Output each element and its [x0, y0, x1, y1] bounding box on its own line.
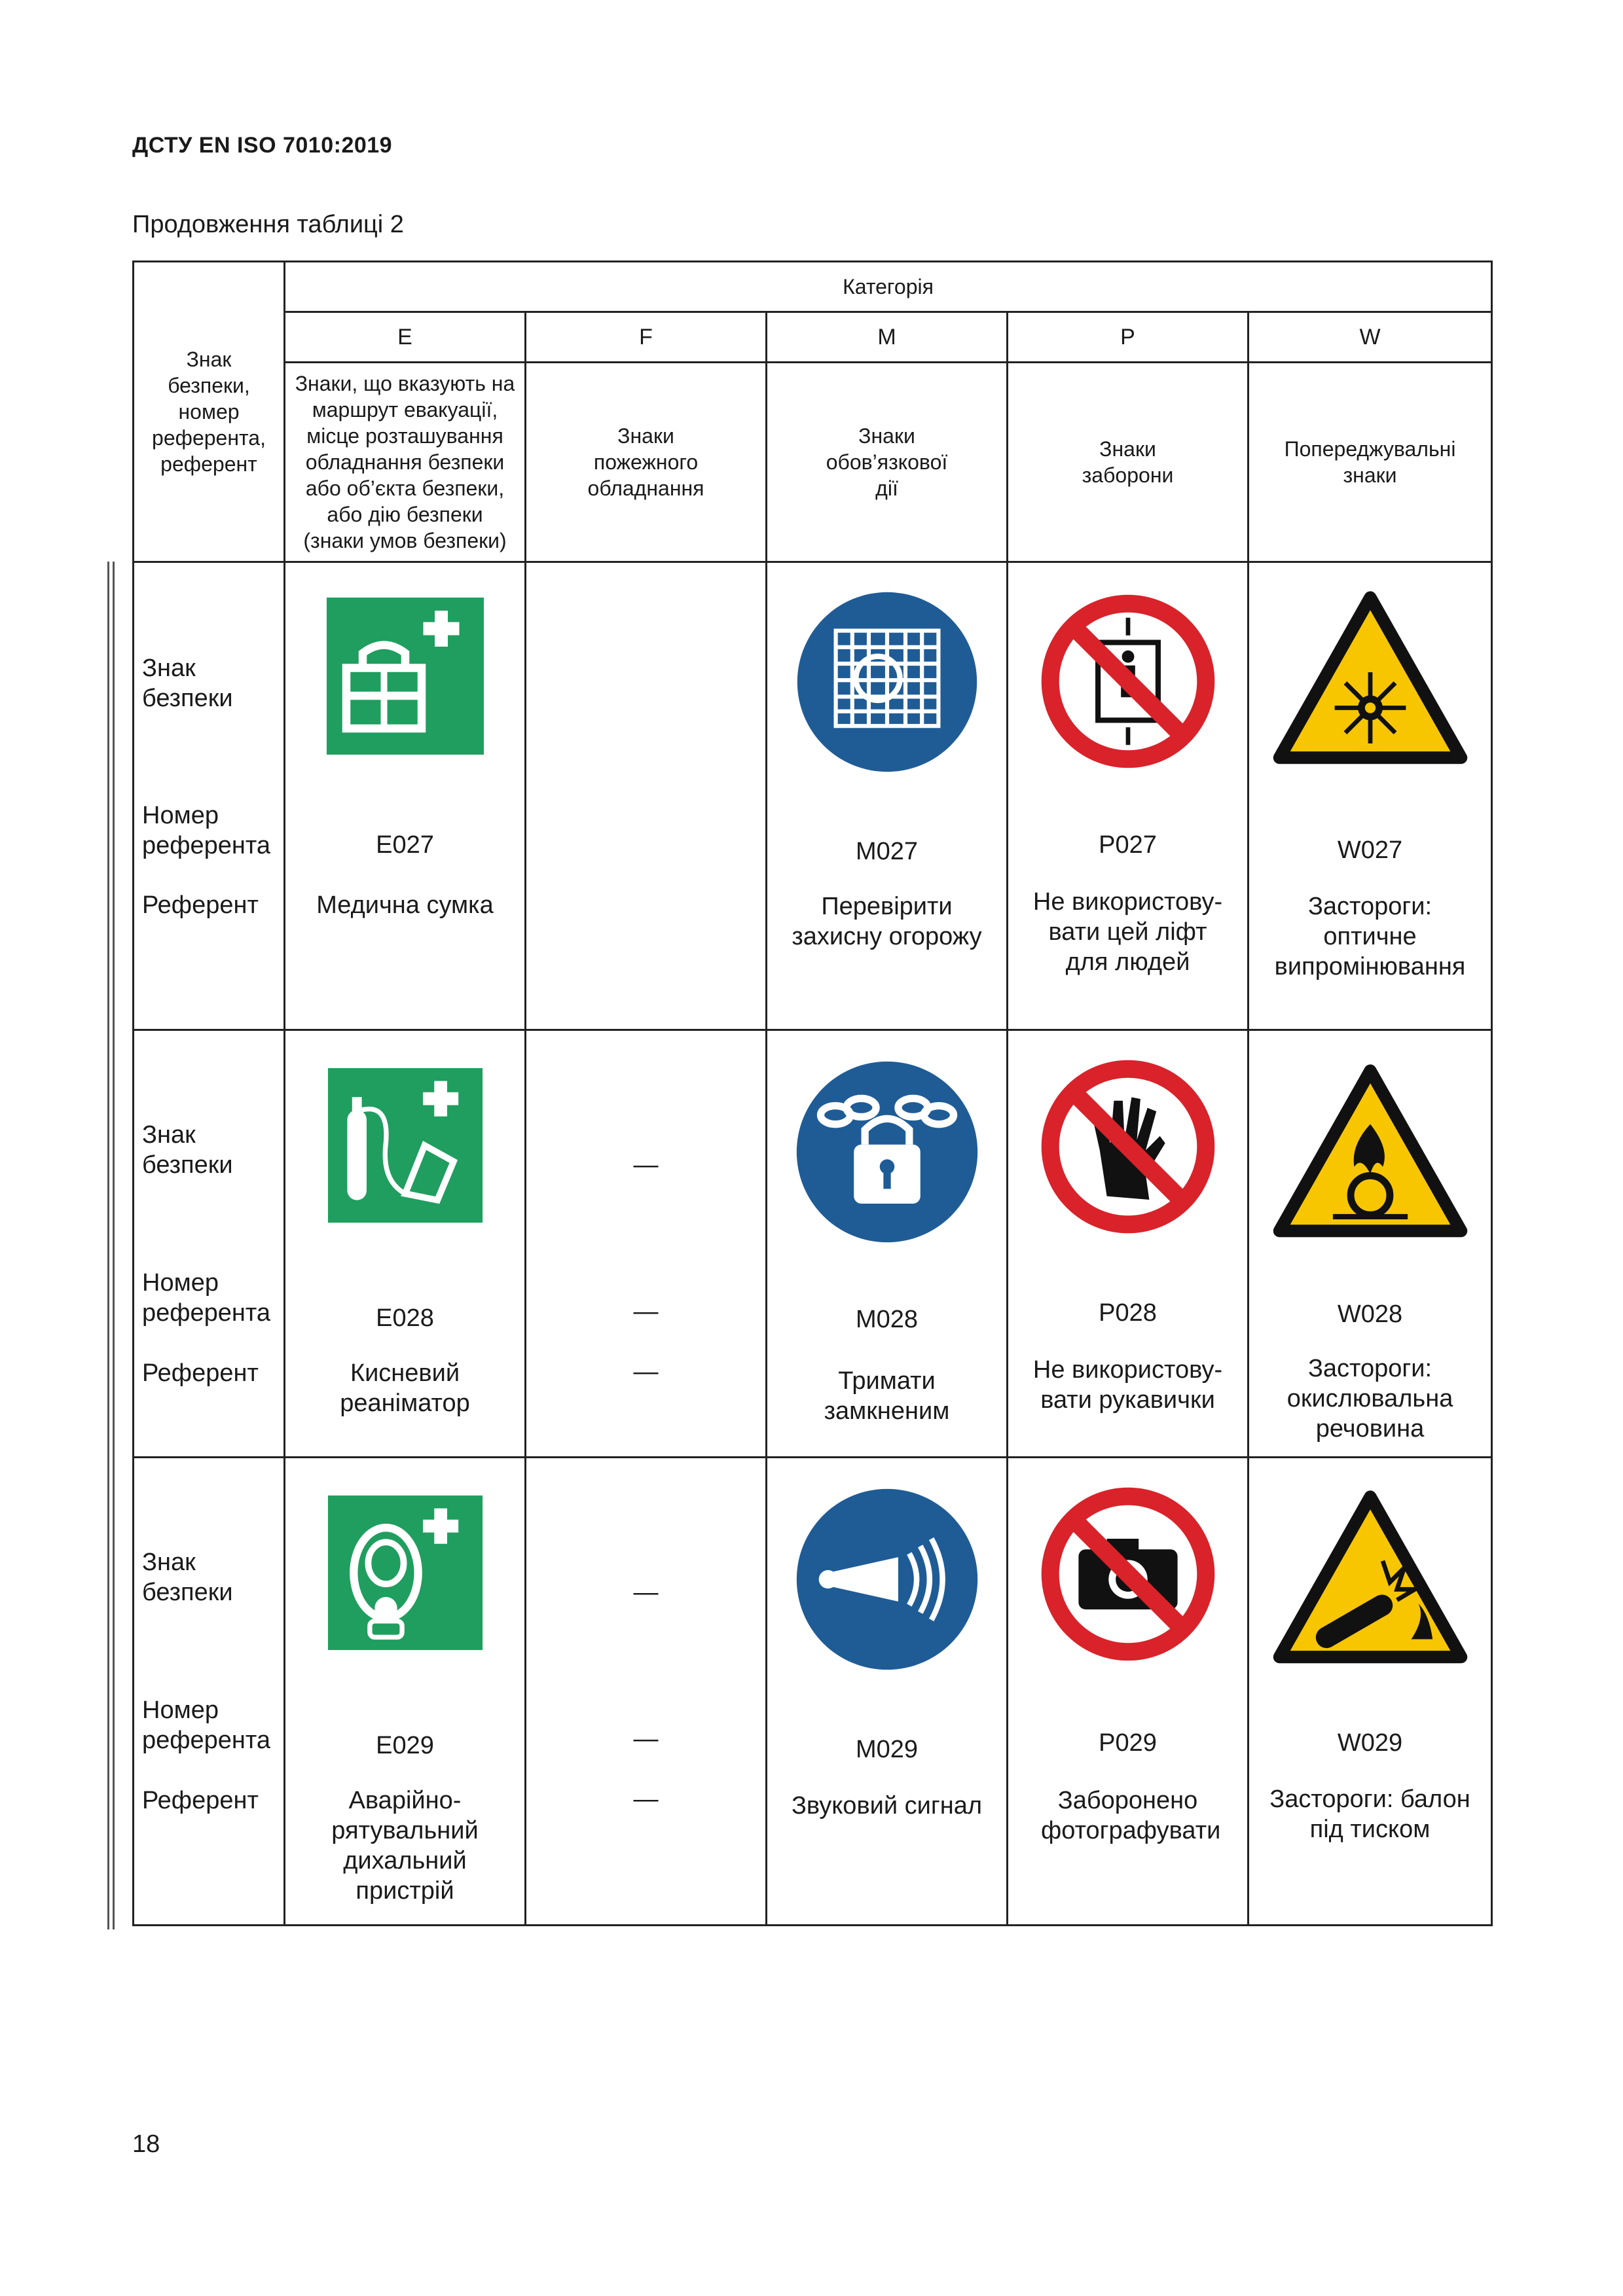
margin-line	[113, 562, 115, 1929]
page-number: 18	[132, 2130, 160, 2158]
cell-p028	[1008, 1030, 1249, 1458]
referent-text: Перевірити захисну огорожу	[792, 893, 982, 950]
pressurized-cylinder-icon	[1272, 1490, 1468, 1668]
margin-line	[107, 562, 109, 1929]
sound-horn-icon	[795, 1487, 979, 1672]
keep-locked-icon	[795, 1060, 979, 1244]
referent-number: E028	[376, 1304, 434, 1332]
no-gloves-icon	[1040, 1058, 1216, 1235]
dash-sign: —	[633, 1579, 659, 1606]
col-letter-f: F	[526, 312, 767, 363]
referent-number: M027	[855, 838, 919, 865]
category-header: Категорія	[285, 262, 1492, 312]
referent-text: Медична сумка	[316, 891, 494, 919]
referent-text: Застороги: окислювальна речовина	[1286, 1355, 1453, 1443]
label-referent: Референт	[142, 891, 259, 919]
cell-e029	[285, 1458, 526, 1926]
signs-table	[132, 260, 1493, 1926]
cell-f-empty	[526, 562, 767, 1030]
oxygen-resuscitator-icon	[325, 1065, 486, 1226]
referent-number: P027	[1099, 831, 1157, 859]
col-desc-w	[1249, 363, 1492, 562]
cell-f-dash	[526, 1030, 767, 1458]
col-desc-f	[526, 363, 767, 562]
col-desc-p	[1008, 363, 1249, 562]
optical-radiation-icon	[1272, 590, 1468, 768]
cell-m029	[767, 1458, 1008, 1926]
referent-text: Не використову-вати цей ліфт для людей	[1032, 888, 1223, 976]
medical-bag-icon	[323, 594, 487, 758]
col-letter-p: P	[1008, 312, 1249, 363]
label-sign: Знак безпеки	[142, 1549, 233, 1606]
col-desc-e	[285, 363, 526, 562]
row-label-cell	[134, 562, 285, 1030]
cell-e028	[285, 1030, 526, 1458]
referent-text: Застороги: оптичне випромінювання	[1274, 893, 1466, 980]
col-letter-e: E	[285, 312, 526, 363]
referent-text: Кисневий реаніматор	[340, 1359, 470, 1417]
referent-text: Тримати замкненим	[824, 1367, 950, 1425]
corner-header	[134, 262, 285, 562]
label-number: Номер референта	[142, 1269, 271, 1327]
label-sign: Знак безпеки	[142, 1121, 233, 1179]
standard-title: ДСТУ EN ISO 7010:2019	[132, 133, 393, 158]
dash-sign: —	[633, 1151, 659, 1179]
dash-referent: —	[633, 1785, 659, 1813]
referent-text: Звуковий сигнал	[791, 1792, 983, 1820]
row-label-cell	[134, 1458, 285, 1926]
cell-f-dash	[526, 1458, 767, 1926]
dash-referent: —	[633, 1358, 659, 1386]
dash-number: —	[633, 1298, 659, 1325]
referent-text: Заборонено фотографувати	[1041, 1787, 1221, 1844]
referent-text: Не використову-вати рукавички	[1032, 1356, 1223, 1414]
corner-text: Знак безпеки, номер референта, референт	[152, 348, 266, 476]
cell-m027	[767, 562, 1008, 1030]
dash-number: —	[633, 1725, 659, 1753]
referent-number: E029	[376, 1732, 434, 1759]
referent-number: M028	[855, 1306, 919, 1333]
referent-text: Застороги: балон під тиском	[1269, 1785, 1470, 1843]
escape-breathing-icon	[325, 1492, 486, 1653]
no-lift-icon	[1040, 593, 1216, 770]
label-number: Номер референта	[142, 1696, 271, 1754]
cell-m028	[767, 1030, 1008, 1458]
referent-number: E027	[376, 831, 434, 859]
col-desc-w-text: Попереджувальні знаки	[1284, 437, 1456, 487]
referent-number: W028	[1337, 1300, 1403, 1328]
referent-number: P029	[1099, 1729, 1157, 1757]
col-letter-m: M	[767, 312, 1008, 363]
cell-p027	[1008, 562, 1249, 1030]
col-desc-f-text: Знаки пожежного обладнання	[587, 424, 704, 500]
label-sign: Знак безпеки	[142, 655, 233, 712]
cell-w027	[1249, 562, 1492, 1030]
referent-number: W029	[1337, 1729, 1403, 1757]
table-continuation-label: Продовження таблиці 2	[132, 211, 404, 238]
cell-w029	[1249, 1458, 1492, 1926]
col-desc-m-text: Знаки обов’язкової дії	[826, 424, 948, 500]
cell-w028	[1249, 1030, 1492, 1458]
referent-number: M029	[855, 1736, 919, 1763]
col-desc-p-text: Знаки заборони	[1082, 437, 1174, 487]
referent-number: P028	[1099, 1299, 1157, 1327]
col-letter-w: W	[1249, 312, 1492, 363]
label-referent: Референт	[142, 1787, 259, 1814]
col-desc-m	[767, 363, 1008, 562]
label-referent: Референт	[142, 1359, 259, 1387]
oxidizing-icon	[1272, 1064, 1468, 1242]
check-guard-icon	[795, 590, 979, 774]
referent-text: Аварійно-рятувальний дихальний пристрій	[331, 1787, 479, 1905]
col-desc-e-text: Знаки, що вказують на маршрут евакуації, місце розташування обладнання безпеки або об’єкта безпеки, або дію безпеки (знаки умов безпеки)	[295, 372, 515, 552]
cell-e027	[285, 562, 526, 1030]
cell-p029	[1008, 1458, 1249, 1926]
referent-number: W027	[1337, 836, 1403, 864]
row-label-cell	[134, 1030, 285, 1458]
no-photo-icon	[1040, 1486, 1216, 1662]
label-number: Номер референта	[142, 802, 271, 859]
